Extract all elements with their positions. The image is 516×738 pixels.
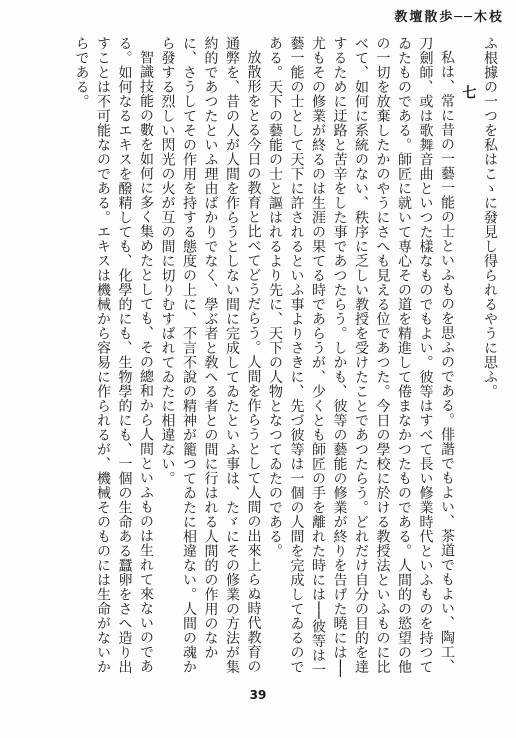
page-number: 39 <box>249 688 267 702</box>
paragraph-3: 智識技能の數を如何に多く集めたとしても、その總和から人間といふものは生れて來ないのである。如何なるエキスを醱精しても、化學的にも、生物學的にも、一個の生命ある蠶卵をさへ造り出すことは不可能なのである。エキスは機械から容易に作られるが、機械そのものには生命がないからである。 <box>73 36 154 674</box>
paragraph-continuation: ふ根據の一つを私はこゝに發見し得られるやうに思ふ。 <box>482 36 498 399</box>
paragraph-1: 私は、常に昔の一藝一能の士といふものを思ふのである。俳諧でもよい、茶道でもよい、陶工、刀劍師、或は歌舞音曲といつた樣なものでもよい。彼等はすべて長い修業時代といふものを持つてゐたものである。師匠に就いて専心その道を精進して倦まなかつたものである。人間的の慾望の他の一切を放棄したかのやうにさへも見える位であつた。今日の學校に於ける教授法といふものに比べて、如何に系統のない、秩序に乏しい教授を受けたことであつたらう。どれだけ自分の目的を達するために迂路と苦辛をした事であつたらう。しかも、彼等の藝能の修業が終りを告げた曉には──尤もその修業が終るのは生涯の果てる時であらうが、少くとも師匠の手を離れた時には──彼等は一藝一能の士として天下に許されるといふ事よりさきに、先づ彼等は一個の人間を完成してゐるのである。天下の藝能の士と謳はれるより先に、天下の人物となつてゐたのである。 <box>267 36 455 678</box>
paragraph-2: 放散形をとる今日の教育と比べてどうだらう。人間を作らうとして人間の出來上らぬ時代教育の通弊を、昔の人が人間を作らうとしない間に完成してゐたといふ事は、たゞにその修業の方法が集約的であつたといふ理由ばかりでなく、學ぶ者と敎へる者との間に行はれる人間的の作用のなかに、さうしてその作用を持する態度の上に、不言不說の精神が籠つてゐたに相違ない。人間の魂から發する烈しい閃光の火が互の間に切りむすばれてゐたに相違ない。 <box>159 36 262 674</box>
running-header: 教壇散歩──木枝 <box>394 10 504 25</box>
vertical-text-body <box>16 36 500 680</box>
section-number: 七 <box>460 85 477 100</box>
